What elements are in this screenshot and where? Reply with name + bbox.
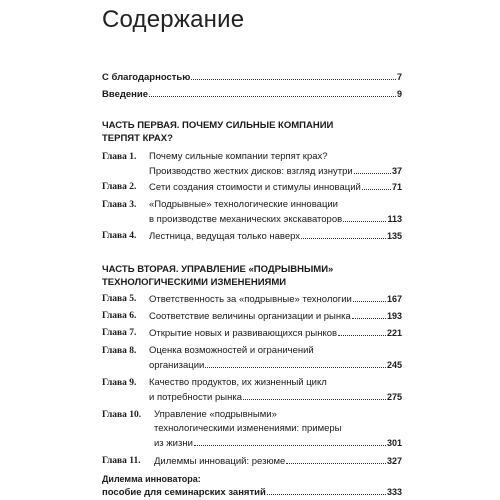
chapter-label: Глава 9. [102,378,137,388]
chapter-title-last-line [149,390,402,404]
chapter-label: Глава 5. [102,294,137,304]
chapter-title-line: Почему сильные компании терпят крах? [149,151,328,162]
chapter-title-last-line [149,292,402,306]
chapter-title-last-line [154,454,402,468]
chapter-label: Глава 8. [102,346,137,356]
leader-dots [286,454,386,464]
page-number: 37 [391,166,402,176]
part-heading-line: ТЕРПЯТ КРАХ? [102,133,173,144]
chapter-title-last-line [149,180,402,194]
leader-dots [338,326,386,336]
chapter-title-line: Оценка возможностей и ограничений [149,345,314,356]
page-number: 113 [387,214,402,224]
chapter-title-line: и потребности рынка [149,392,243,403]
part-heading-line: ЧАСТЬ ВТОРАЯ. УПРАВЛЕНИЕ «ПОДРЫВНЫМИ» [102,264,334,275]
leader-dots [149,87,396,97]
chapter-label: Глава 6. [102,311,137,321]
part-heading-1 [102,119,402,145]
page-number: 167 [386,294,402,304]
part-heading-line: ТЕХНОЛОГИЧЕСКИМИ ИЗМЕНЕНИЯМИ [102,277,287,288]
entry-label: С благодарностью [102,72,191,83]
guide-title-line: Дилемма инноватора: [102,474,201,484]
chapter-title-line: в производстве механических экскаваторов [149,214,343,225]
chapter-title-last-line [149,309,402,323]
chapter-title-line: Качество продуктов, их жизненный цикл [149,377,327,388]
chapter-title-last-line [149,326,402,340]
chapter-label: Глава 2. [102,182,137,192]
chapter-title-line: организации [149,360,205,371]
leader-dots [354,164,391,174]
chapter-title-line: «Подрывные» технологические инновации [149,199,338,210]
leader-dots [205,358,386,368]
chapter-title-line: Лестница, ведущая только наверх [149,231,301,242]
page-number: 301 [386,438,402,448]
chapter-title-last-line [149,212,402,226]
page-number: 327 [386,456,402,466]
guide-title-line: пособие для семинарских занятий [102,487,266,498]
leader-dots [353,292,386,302]
page-number: 193 [386,311,402,321]
page-title: Содержание [102,6,245,33]
chapter-label: Глава 1. [102,152,137,162]
leader-dots [267,485,386,495]
toc-entry-acknowledgements[interactable] [102,70,402,84]
chapter-title-last-line [149,229,402,243]
page-number: 71 [391,182,402,192]
guide-title-last-line [102,485,402,499]
leader-dots [243,390,386,400]
chapter-title-line: Ответственность за «подрывные» технологии [149,294,352,305]
chapter-title-line: Сети создания стоимости и стимулы инноваций [149,182,361,193]
entry-label: Введение [102,89,149,100]
page-number: 135 [386,231,402,241]
leader-dots [301,229,386,239]
part-heading-2 [102,263,402,289]
chapter-title-line: Открытие новых и развивающихся рынков [149,328,338,339]
chapter-title-last-line [149,358,402,372]
chapter-title-line: Производство жестких дисков: взгляд изнутри [149,166,353,177]
leader-dots [352,309,386,319]
part-heading-line: ЧАСТЬ ПЕРВАЯ. ПОЧЕМУ СИЛЬНЫЕ КОМПАНИИ [102,120,334,131]
leader-dots [343,212,386,222]
chapter-title-line: Соответствие величины организации и рынка [149,311,351,322]
leader-dots [191,70,396,80]
leader-dots [194,436,386,446]
page-number: 7 [396,72,402,82]
chapter-label: Глава 4. [102,231,137,241]
toc-page [102,0,402,500]
page-number: 333 [386,487,402,497]
page-number: 221 [386,328,402,338]
chapter-title-line: технологическими изменениями: примеры [154,423,342,434]
chapter-label: Глава 11. [102,456,141,466]
page-number: 275 [386,392,402,402]
chapter-title-last-line [149,164,402,178]
chapter-label: Глава 7. [102,328,137,338]
toc-entry-introduction[interactable] [102,87,402,101]
chapter-title-line: Управление «подрывными» [154,409,277,420]
chapter-label: Глава 3. [102,200,137,210]
chapter-title-line: из жизни [154,438,193,449]
leader-dots [362,180,391,190]
page-number: 245 [386,360,402,370]
chapter-title-last-line [154,436,402,450]
chapter-label: Глава 10. [102,410,142,420]
page-number: 9 [396,89,402,99]
chapter-title-line: Дилеммы инноваций: резюме [154,456,286,467]
